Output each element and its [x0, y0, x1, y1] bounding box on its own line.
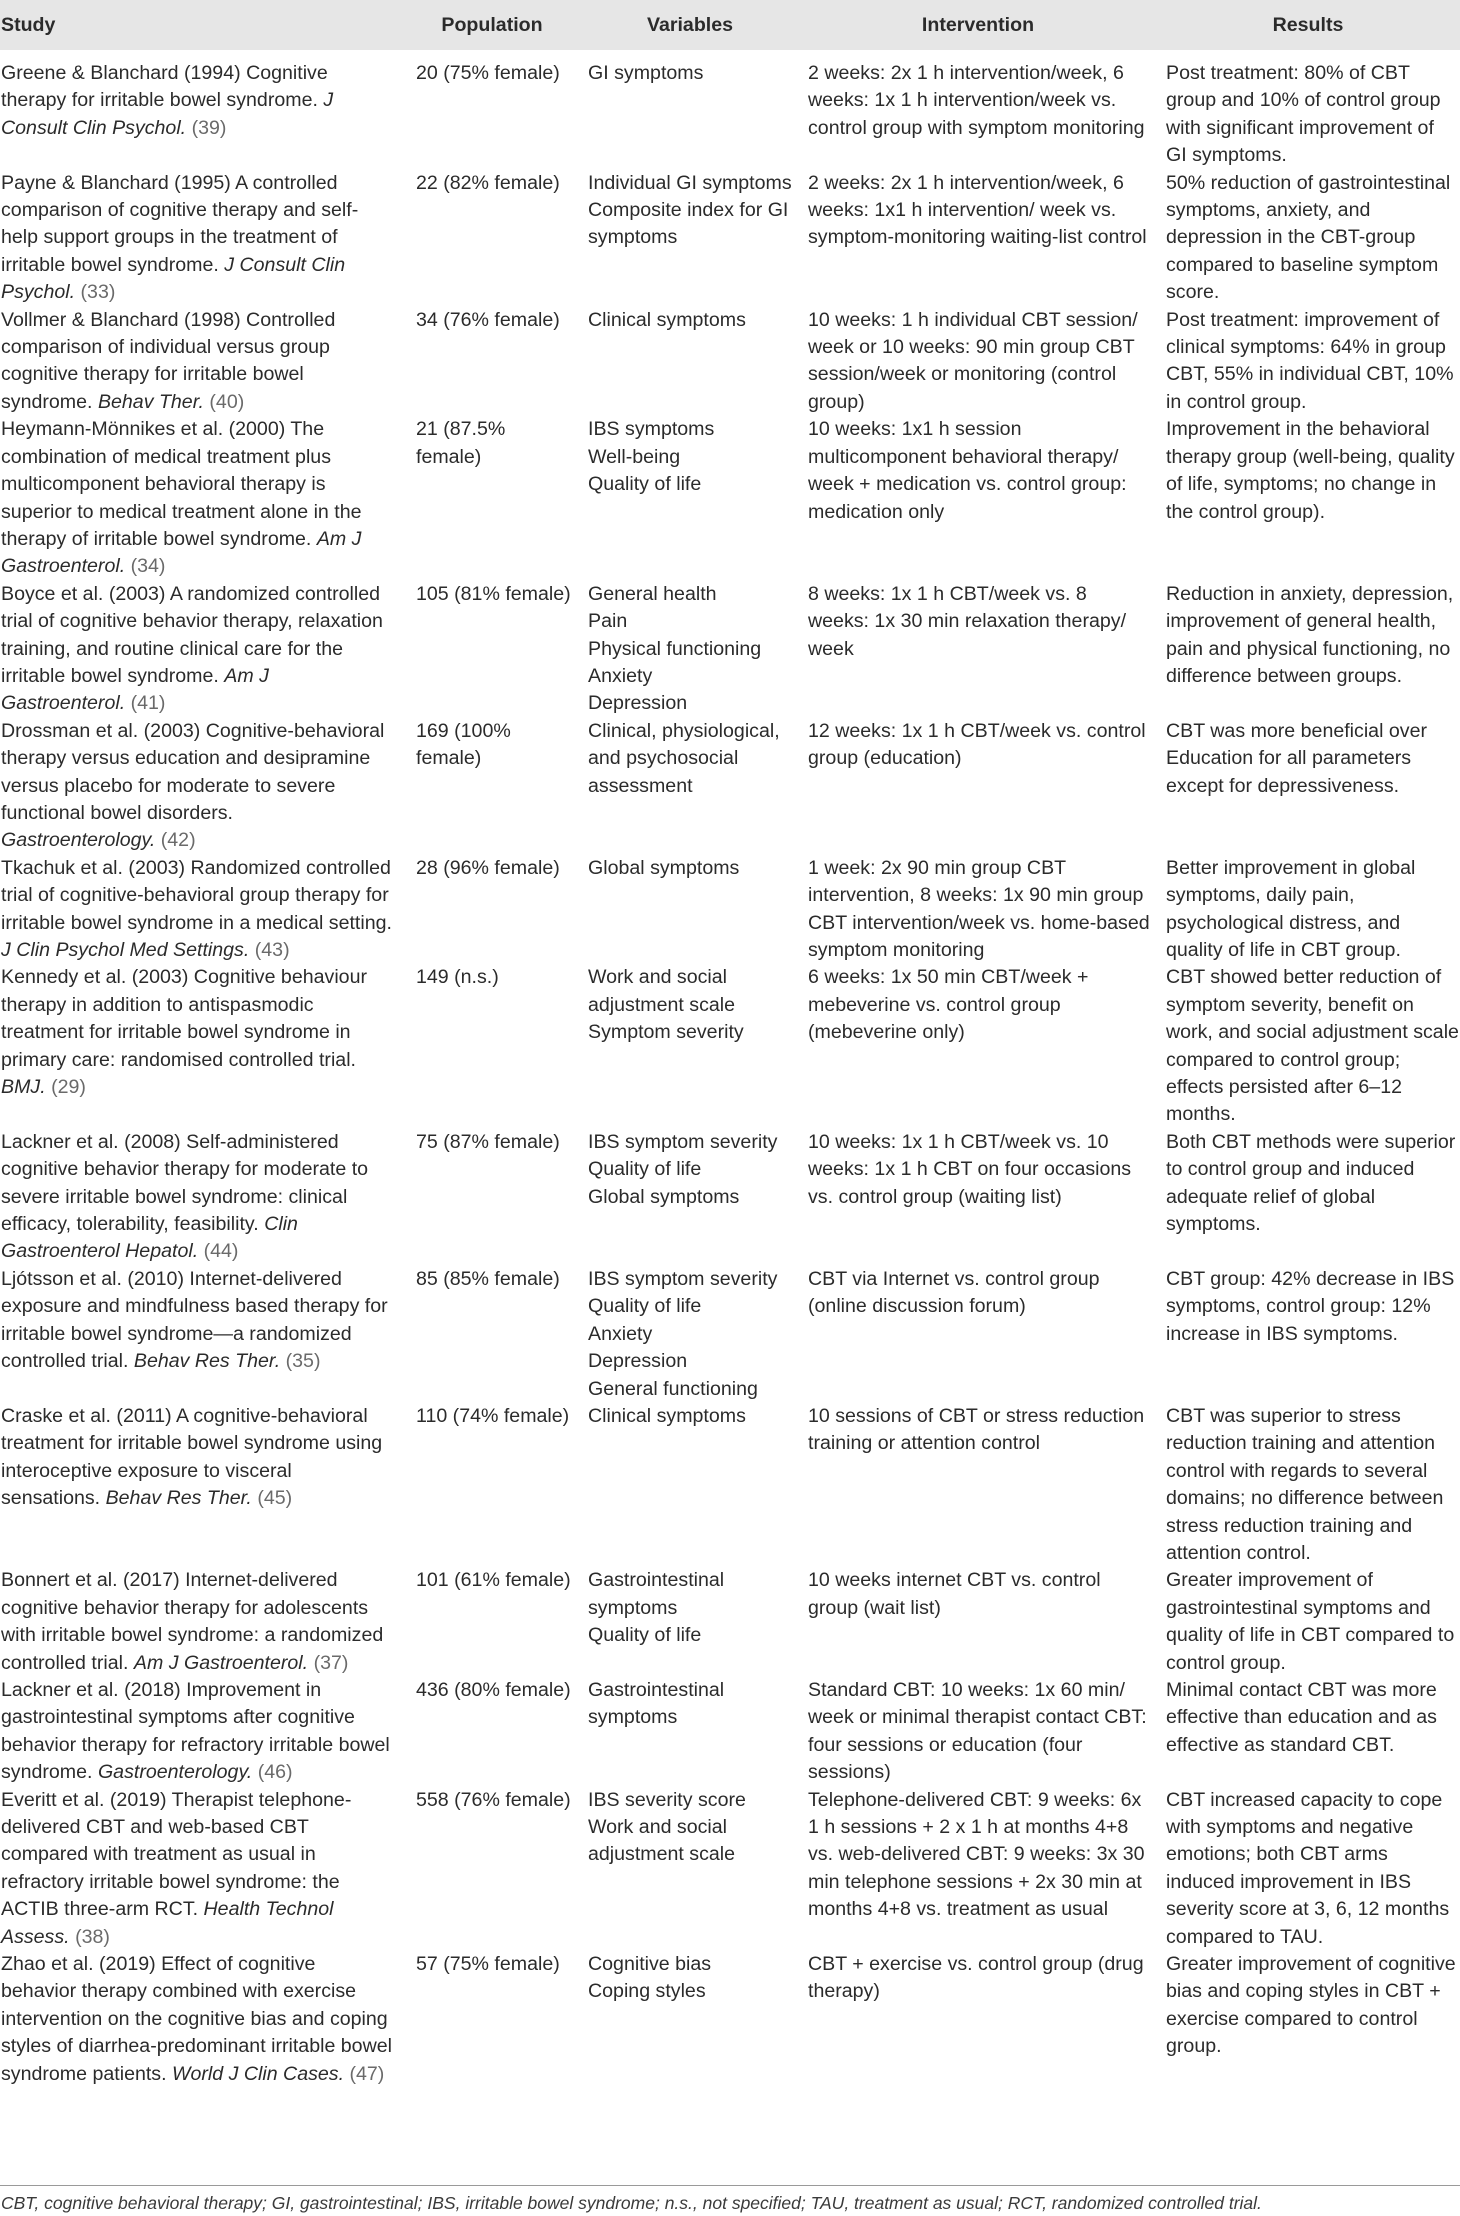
study-reference: (44) — [203, 1240, 239, 1263]
study-reference: (33) — [80, 281, 116, 304]
cell-variables — [580, 855, 800, 965]
table-row — [0, 718, 1460, 855]
variable-item: Clinical symptoms — [588, 308, 746, 331]
cell-results: Greater improvement of gastrointestinal symptoms and quality of life in CBT compared to control group. — [1166, 1569, 1455, 1674]
cell-results: CBT group: 42% decrease in IBS symptoms, control group: 12% increase in IBS symptoms. — [1166, 1267, 1455, 1345]
table-row — [0, 170, 1460, 307]
header-results: Results — [1156, 0, 1460, 50]
cell-variables — [580, 718, 800, 855]
cell-population: 57 (75% female) — [416, 1953, 560, 1976]
variable-item: Anxiety — [588, 1322, 653, 1345]
table-row — [0, 581, 1460, 718]
study-journal: J Consult Clin Psychol. — [1, 89, 334, 139]
cell-population: 85 (85% female) — [416, 1267, 560, 1290]
study-journal: Gastroenterology. — [97, 1761, 253, 1784]
cell-intervention: 10 sessions of CBT or stress reduction training or attention control — [808, 1404, 1145, 1455]
study-reference: (39) — [191, 116, 227, 139]
variable-item: Work and social adjustment scale — [588, 966, 736, 1016]
cell-variables — [580, 1787, 800, 1951]
cell-study — [0, 307, 404, 417]
cell-intervention: Standard CBT: 10 weeks: 1x 60 min/ week or minimal therapist contact CBT: four sessions or education (four sessions) — [808, 1678, 1147, 1784]
study-journal: Am J Gastroenterol. — [1, 664, 269, 715]
study-reference: (42) — [160, 829, 196, 852]
cell-results: CBT increased capacity to cope with symptoms and negative emotions; both CBT arms induced improvement in IBS severity score at 3, 6, 12 months compared to TAU. — [1166, 1788, 1450, 1948]
variable-item: Gastrointestinal symptoms — [588, 1678, 725, 1729]
study-reference: (29) — [51, 1076, 86, 1099]
variable-item: General functioning — [588, 1377, 758, 1400]
variable-item: Quality of life — [588, 1295, 702, 1318]
cell-results: Both CBT methods were superior to control group and induced adequate relief of global symptoms. — [1166, 1130, 1456, 1236]
study-journal: J Clin Psychol Med Settings. — [1, 939, 250, 961]
cell-results: Minimal contact CBT was more effective than education and as effective as standard CBT. — [1166, 1678, 1437, 1756]
cell-study — [0, 170, 404, 307]
study-journal: Am J Gastroenterol. — [133, 1651, 309, 1674]
study-title: Bonnert et al. (2017) Internet-delivered cognitive behavior therapy for adolescents with irritable bowel syndrome: a randomized controlled trial. — [1, 1569, 384, 1674]
variable-item: Gastrointestinal symptoms — [588, 1569, 725, 1619]
cell-results: Greater improvement of cognitive bias and coping styles in CBT + exercise compared to control group. — [1166, 1953, 1456, 2058]
cell-study — [0, 1787, 404, 1951]
study-reference: (40) — [209, 390, 245, 413]
cell-study — [0, 855, 404, 965]
variable-item: Symptom severity — [588, 1021, 744, 1044]
cell-population: 20 (75% female) — [416, 62, 560, 84]
study-title: Craske et al. (2011) A cognitive-behavioral treatment for irritable bowel syndrome using interoceptive exposure to visceral sensations. — [1, 1404, 383, 1510]
cell-variables — [580, 581, 800, 718]
cell-population: 22 (82% female) — [416, 171, 560, 194]
study-title: Tkachuk et al. (2003) Randomized controlled trial of cognitive-behavioral group therapy for irritable bowel syndrome in a medical setting. — [1, 856, 392, 934]
cell-results: CBT was superior to stress reduction training and attention control with regards to several domains; no difference between stress reduction training and attention control. — [1166, 1404, 1444, 1564]
study-title: Zhao et al. (2019) Effect of cognitive behavior therapy combined with exercise intervention on the cognitive bias and coping styles of diarrhea-predominant irritable bowel syndrome patients. — [1, 1953, 392, 2085]
study-title: Lackner et al. (2018) Improvement in gastrointestinal symptoms after cognitive behavior therapy for refractory irritable bowel syndrome. — [1, 1678, 390, 1784]
variable-item: Well-being — [588, 445, 681, 468]
cell-intervention: 12 weeks: 1x 1 h CBT/week vs. control group (education) — [808, 719, 1146, 770]
study-reference: (46) — [257, 1761, 293, 1784]
study-journal: Behav Ther. — [97, 390, 204, 413]
cell-population: 34 (76% female) — [416, 308, 560, 331]
cell-results: Reduction in anxiety, depression, improvement of general health, pain and physical functioning, no difference between groups. — [1166, 582, 1454, 687]
table-row — [0, 964, 1460, 1128]
cell-population: 101 (61% female) — [416, 1569, 571, 1592]
study-title: Greene & Blanchard (1994) Cognitive therapy for irritable bowel syndrome. — [1, 62, 328, 112]
variable-item: Physical functioning — [588, 637, 762, 660]
table-row — [0, 1787, 1460, 1951]
cell-intervention: 6 weeks: 1x 50 min CBT/week + mebeverine vs. control group (mebeverine only) — [808, 966, 1089, 1044]
variable-item: General health — [588, 582, 717, 605]
study-reference: (37) — [313, 1651, 349, 1674]
study-title: Heymann-Mönnikes et al. (2000) The combination of medical treatment plus multicomponent behavioral therapy is superior to medical treatment alone in the therapy of irritable bowel syndrome. — [1, 418, 362, 550]
variable-item: IBS symptom severity — [588, 1267, 778, 1290]
study-journal: Am J Gastroenterol. — [1, 527, 362, 578]
variable-item: Quality of life — [588, 1624, 702, 1647]
cell-results: Post treatment: 80% of CBT group and 10% of control group with significant improvement of GI symptoms. — [1166, 62, 1441, 167]
cell-study — [0, 1266, 404, 1403]
cell-variables — [580, 1677, 800, 1787]
cell-intervention: 10 weeks: 1x 1 h CBT/week vs. 10 weeks: 1x 1 h CBT on four occasions vs. control group (waiting list) — [808, 1130, 1132, 1208]
cell-variables — [580, 1951, 800, 2088]
variable-item: Cognitive bias — [588, 1953, 712, 1976]
study-journal: Behav Res Ther. — [133, 1350, 281, 1373]
variable-item: IBS symptom severity — [588, 1130, 778, 1153]
cell-variables — [580, 1129, 800, 1266]
study-reference: (45) — [257, 1487, 293, 1510]
cell-study — [0, 718, 404, 855]
cell-population: 149 (n.s.) — [416, 966, 499, 989]
cell-study — [0, 1129, 404, 1266]
cell-variables — [580, 170, 800, 307]
table-row — [0, 1567, 1460, 1677]
variable-item: Composite index for GI symptoms — [588, 199, 789, 249]
cell-variables — [580, 964, 800, 1128]
variable-item: Work and social adjustment scale — [588, 1816, 736, 1866]
table-header — [0, 0, 1460, 50]
cell-variables — [580, 416, 800, 580]
variable-item: GI symptoms — [588, 62, 704, 84]
header-study: Study — [0, 0, 404, 50]
cell-population: 21 (87.5% female) — [416, 418, 506, 468]
study-reference: (35) — [285, 1350, 321, 1373]
table-row — [0, 1677, 1460, 1787]
study-reference: (47) — [349, 2062, 385, 2085]
cell-results: Better improvement in global symptoms, daily pain, psychological distress, and quality of life in CBT group. — [1166, 856, 1416, 961]
study-title: Lackner et al. (2008) Self-administered cognitive behavior therapy for moderate to severe irritable bowel syndrome: clinical efficacy, tolerability, feasibility. — [1, 1130, 369, 1236]
study-title: Everitt et al. (2019) Therapist telephone-delivered CBT and web-based CBT compared with treatment as usual in refractory irritable bowel syndrome: the ACTIB three-arm RCT. — [1, 1788, 352, 1921]
cell-intervention: 8 weeks: 1x 1 h CBT/week vs. 8 weeks: 1x 30 min relaxation therapy/ week — [808, 582, 1127, 660]
cell-intervention: CBT via Internet vs. control group (online discussion forum) — [808, 1267, 1100, 1318]
study-title: Boyce et al. (2003) A randomized controlled trial of cognitive behavior therapy, relaxation training, and routine clinical care for the irritable bowel syndrome. — [1, 582, 383, 687]
variable-item: Quality of life — [588, 473, 702, 496]
cell-study — [0, 1403, 404, 1567]
variable-item: IBS severity score — [588, 1788, 746, 1811]
study-reference: (43) — [254, 939, 290, 961]
header-population: Population — [404, 0, 580, 50]
cell-study — [0, 1951, 404, 2088]
study-journal: J Consult Clin Psychol. — [1, 253, 346, 304]
cell-variables — [580, 307, 800, 417]
cell-intervention: CBT + exercise vs. control group (drug therapy) — [808, 1953, 1144, 2003]
variable-item: Anxiety — [588, 664, 653, 687]
cell-variables — [580, 1567, 800, 1677]
study-title: Kennedy et al. (2003) Cognitive behaviour therapy in addition to antispasmodic treatment for irritable bowel syndrome in primary care: randomised controlled trial. — [1, 966, 367, 1071]
variable-item: Coping styles — [588, 1980, 706, 2003]
variable-item: Global symptoms — [588, 856, 740, 879]
study-title: Ljótsson et al. (2010) Internet-delivered exposure and mindfulness based therapy for irritable bowel syndrome—a randomized controlled trial. — [1, 1267, 388, 1373]
study-reference: (41) — [130, 692, 166, 715]
table-row — [0, 1403, 1460, 1567]
table-row — [0, 50, 1460, 170]
cell-population: 110 (74% female) — [416, 1404, 570, 1427]
cell-study — [0, 416, 404, 580]
cell-study — [0, 1677, 404, 1787]
variable-item: Pain — [588, 610, 628, 633]
study-journal: Behav Res Ther. — [105, 1487, 252, 1510]
cell-study — [0, 964, 404, 1128]
cell-study — [0, 1567, 404, 1677]
study-journal: Gastroenterology. — [1, 829, 156, 852]
cell-results: CBT was more beneficial over Education for all parameters except for depressiveness. — [1166, 719, 1427, 797]
cell-results: 50% reduction of gastrointestinal symptoms, anxiety, and depression in the CBT-group compared to baseline symptom score. — [1166, 171, 1451, 304]
cell-study — [0, 50, 404, 170]
header-intervention: Intervention — [800, 0, 1156, 50]
variable-item: Clinical symptoms — [588, 1404, 746, 1427]
cell-intervention: 10 weeks internet CBT vs. control group (wait list) — [808, 1569, 1101, 1619]
cell-intervention: 2 weeks: 2x 1 h intervention/week, 6 weeks: 1x 1 h intervention/week vs. control group with symptom monitoring — [808, 62, 1145, 139]
cell-intervention: Telephone-delivered CBT: 9 weeks: 6x 1 h sessions + 2 x 1 h at months 4+8 vs. web-delivered CBT: 9 weeks: 3x 30 min telephone sessions + 2x 30 min at months 4+8 vs. treatment as usual — [808, 1788, 1145, 1921]
variable-item: Quality of life — [588, 1158, 702, 1181]
header-variables: Variables — [580, 0, 800, 50]
cell-population: 558 (76% female) — [416, 1788, 571, 1811]
cell-intervention: 2 weeks: 2x 1 h intervention/week, 6 weeks: 1x1 h intervention/ week vs. symptom-monitoring waiting-list control — [808, 171, 1147, 249]
variable-item: Clinical, physiological, and psychosocial assessment — [588, 719, 780, 797]
cell-study — [0, 581, 404, 718]
study-journal: World J Clin Cases. — [172, 2062, 345, 2085]
study-reference: (34) — [130, 555, 166, 578]
cell-population: 169 (100% female) — [416, 719, 511, 770]
table-body — [0, 50, 1460, 2088]
variable-item: Depression — [588, 692, 688, 715]
cell-population: 28 (96% female) — [416, 856, 560, 879]
cell-intervention: 1 week: 2x 90 min group CBT intervention, 8 weeks: 1x 90 min group CBT intervention/week vs. home-based symptom monitoring — [808, 856, 1150, 961]
table-footnote: CBT, cognitive behavioral therapy; GI, gastrointestinal; IBS, irritable bowel syndrome; n.s., not specified; TAU, treatment as usual; RCT, randomized controlled trial. — [1, 2193, 1262, 2213]
cell-intervention: 10 weeks: 1x1 h session multicomponent behavioral therapy/ week + medication vs. control group: medication only — [808, 418, 1127, 523]
cell-variables — [580, 1403, 800, 1567]
table-row — [0, 855, 1460, 965]
table-row — [0, 416, 1460, 580]
table-row — [0, 1129, 1460, 1266]
table-row — [0, 1266, 1460, 1403]
cell-variables — [580, 50, 800, 170]
study-title: Vollmer & Blanchard (1998) Controlled comparison of individual versus group cognitive therapy for irritable bowel syndrome. — [1, 308, 336, 413]
cell-population: 105 (81% female) — [416, 582, 571, 605]
study-journal: BMJ. — [1, 1076, 46, 1099]
cell-population: 75 (87% female) — [416, 1130, 560, 1153]
variable-item: Depression — [588, 1350, 688, 1373]
variable-item: IBS symptoms — [588, 418, 715, 441]
study-reference: (38) — [75, 1925, 110, 1948]
table-row — [0, 1951, 1460, 2088]
study-title: Payne & Blanchard (1995) A controlled comparison of cognitive therapy and self-help support groups in the treatment of irritable bowel syndrome. — [1, 171, 359, 276]
study-journal: Health Technol Assess. — [1, 1898, 334, 1948]
variable-item: Individual GI symptoms — [588, 171, 792, 194]
cell-population: 436 (80% female) — [416, 1678, 571, 1701]
cell-results: Improvement in the behavioral therapy group (well-being, quality of life, symptoms; no change in the control group). — [1166, 418, 1455, 523]
cell-results: CBT showed better reduction of symptom severity, benefit on work, and social adjustment scale compared to control group; effects persisted after 6–12 months. — [1166, 966, 1459, 1126]
cell-results: Post treatment: improvement of clinical symptoms: 64% in group CBT, 55% in individual CBT, 10% in control group. — [1166, 308, 1454, 413]
cell-variables — [580, 1266, 800, 1403]
table-row — [0, 307, 1460, 417]
cell-intervention: 10 weeks: 1 h individual CBT session/ week or 10 weeks: 90 min group CBT session/week or monitoring (control group) — [808, 308, 1138, 413]
study-journal: Clin Gastroenterol Hepatol. — [1, 1213, 298, 1263]
variable-item: Global symptoms — [588, 1185, 740, 1208]
bottom-rule — [0, 2185, 1460, 2186]
study-title: Drossman et al. (2003) Cognitive-behavioral therapy versus education and desipramine versus placebo for moderate to severe functional bowel disorders. — [1, 719, 385, 824]
